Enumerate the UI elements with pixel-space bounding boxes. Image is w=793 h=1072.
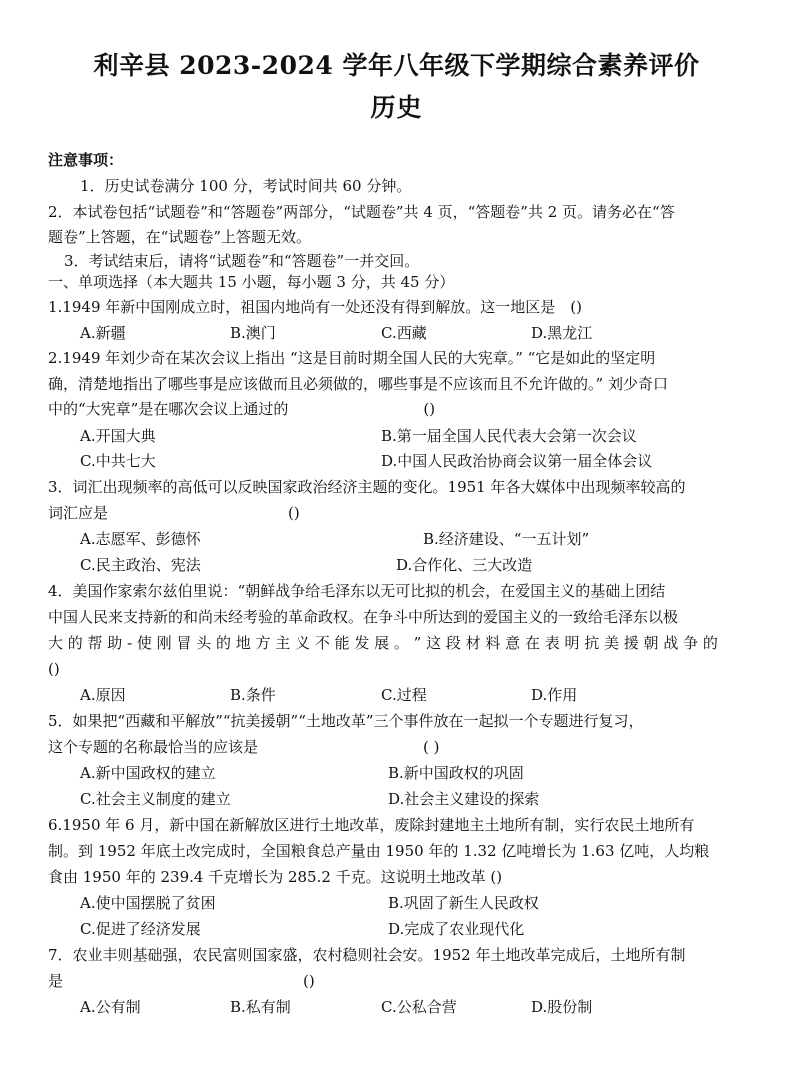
question-text: 词汇应是 (): [48, 504, 300, 522]
question-text: 制。到 1952 年底土改完成时，全国粮食总产量由 1950 年的 1.32 亿吨增长为 1.63 亿吨，人均粮: [48, 842, 710, 860]
question-text: 6.1950 年 6 月，新中国在新解放区进行土地改革，废除封建地主土地所有制，实行农民土地所有: [48, 816, 695, 834]
answer-option: B.澳门: [230, 324, 276, 342]
answer-option: D.社会主义建设的探索: [388, 790, 540, 808]
question-text: 4．美国作家索尔兹伯里说：“朝鲜战争给毛泽东以无可比拟的机会，在爱国主义的基础上团结: [48, 582, 666, 600]
answer-option: D.作用: [531, 686, 578, 704]
question-text: 7．农业丰则基础强，农民富则国家盛，农村稳则社会安。1952 年土地改革完成后，土地所有制: [48, 946, 686, 964]
notice-item: 2．本试卷包括“试题卷”和“答题卷”两部分，“试题卷”共 4 页，“答题卷”共 2 页。请务必在“答: [48, 203, 675, 221]
question-text: 这个专题的名称最恰当的应该是 ( ): [48, 738, 440, 756]
answer-option: D.中国人民政治协商会议第一届全体会议: [381, 452, 653, 470]
answer-option: A.公有制: [80, 998, 141, 1016]
answer-option: B.条件: [230, 686, 276, 704]
notice-item: 题卷”上答题，在“试题卷”上答题无效。: [48, 228, 312, 246]
answer-option: D.合作化、三大改造: [396, 556, 533, 574]
answer-option: C.社会主义制度的建立: [80, 790, 231, 808]
notice-heading: 注意事项：: [48, 151, 124, 169]
question-text: 大 的 帮 助 - 使 刚 冒 头 的 地 方 主 义 不 能 发 展 。 ” 这 段 材 料 意 在 表 明 抗 美 援 朝 战 争 的: [48, 634, 718, 652]
answer-option: B.第一届全国人民代表大会第一次会议: [381, 427, 637, 445]
answer-option: B.私有制: [230, 998, 291, 1016]
question-text: 1.1949 年新中国刚成立时，祖国内地尚有一处还没有得到解放。这一地区是 (): [48, 298, 582, 316]
exam-title: 利辛县 2023-2024 学年八年级下学期综合素养评价: [93, 51, 700, 80]
notice-item: 1．历史试卷满分 100 分，考试时间共 60 分钟。: [80, 177, 412, 195]
answer-option: D.黑龙江: [531, 324, 593, 342]
answer-option: B.巩固了新生人民政权: [388, 894, 539, 912]
answer-option: A.新中国政权的建立: [80, 764, 216, 782]
question-text: 确，清楚地指出了哪些事是应该做而且必须做的，哪些事是不应该而且不允许做的。” 刘少奇口: [48, 375, 668, 393]
answer-option: C.公私合营: [381, 998, 457, 1016]
notice-item: 3．考试结束后，请将“试题卷”和“答题卷”一并交回。: [64, 252, 420, 270]
answer-option: A.新疆: [80, 324, 126, 342]
section-title: 一、单项选择（本大题共 15 小题，每小题 3 分，共 45 分）: [48, 273, 455, 291]
question-text: 2.1949 年刘少奇在某次会议上指出 “这是目前时期全国人民的大宪章。” “它是如此的坚定明: [48, 349, 656, 367]
question-text: 3．词汇出现频率的高低可以反映国家政治经济主题的变化。1951 年各大媒体中出现频率较高的: [48, 478, 686, 496]
question-text: 食由 1950 年的 239.4 千克增长为 285.2 千克。这说明土地改革 (): [48, 868, 503, 886]
answer-option: A.原因: [80, 686, 126, 704]
answer-option: C.西藏: [381, 324, 427, 342]
question-text: 中的“大宪章”是在哪次会议上通过的 (): [48, 400, 436, 418]
answer-option: A.使中国摆脱了贫困: [80, 894, 216, 912]
answer-option: A.志愿军、彭德怀: [80, 530, 201, 548]
answer-option: D.股份制: [531, 998, 593, 1016]
question-text: 中国人民来支持新的和尚未经考验的革命政权。在争斗中所达到的爱国主义的一致给毛泽东以极: [48, 608, 679, 626]
answer-option: C.过程: [381, 686, 427, 704]
question-text: (): [48, 660, 60, 678]
answer-option: C.中共七大: [80, 452, 156, 470]
answer-option: B.经济建设、“一五计划”: [423, 530, 590, 548]
answer-option: B.新中国政权的巩固: [388, 764, 524, 782]
answer-option: C.促进了经济发展: [80, 920, 201, 938]
answer-option: C.民主政治、宪法: [80, 556, 201, 574]
question-text: 是 (): [48, 972, 315, 990]
question-text: 5．如果把“西藏和平解放”“抗美援朝”“土地改革”三个事件放在一起拟一个专题进行复习，: [48, 712, 644, 730]
answer-option: A.开国大典: [80, 427, 156, 445]
subject-title: 历史: [370, 93, 423, 122]
answer-option: D.完成了农业现代化: [388, 920, 525, 938]
